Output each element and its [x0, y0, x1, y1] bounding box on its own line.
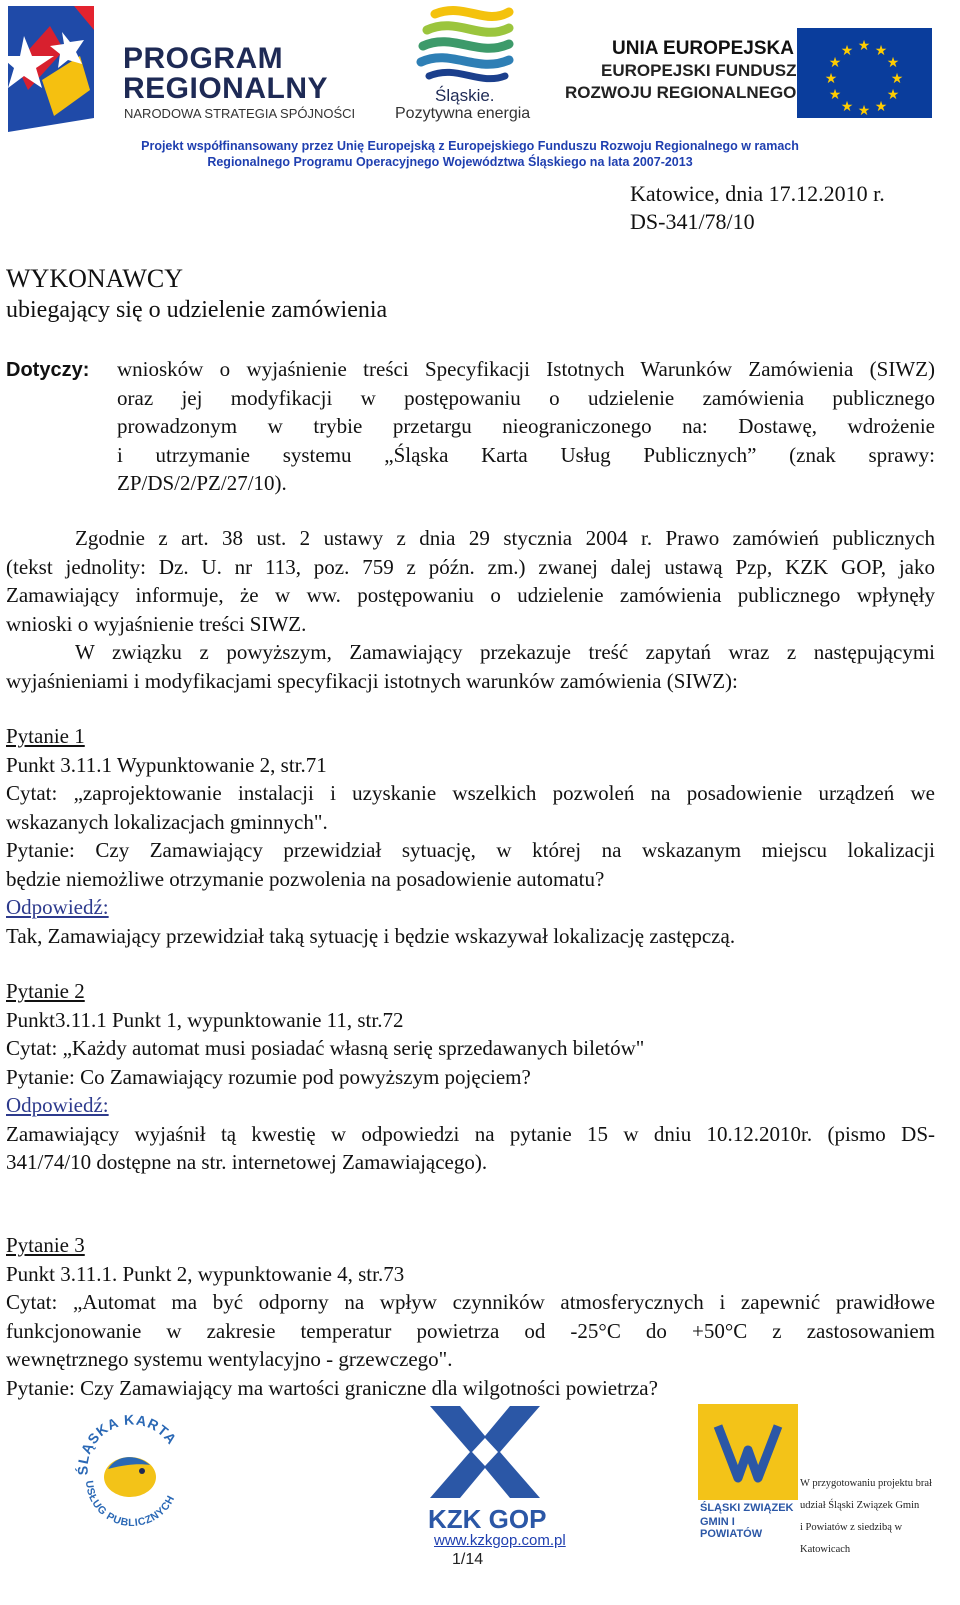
svg-text:★: ★ — [840, 43, 854, 59]
szgp-line1: ŚLĄSKI ZWIĄZEK — [700, 1502, 794, 1514]
kzk-gop-name: KZK GOP — [428, 1504, 547, 1534]
intro-line: Zgodnie z art. 38 ust. 2 ustawy z dnia 29 stycznia 2004 r. Prawo zamówień publicznych — [75, 526, 935, 550]
szgp-note — [800, 1473, 940, 1561]
addressee-line1: WYKONAWCY — [6, 264, 183, 293]
eu-flag-icon — [797, 28, 932, 118]
question-line: Cytat: „zaprojektowanie instalacji i uzyskanie wszelkich pozwoleń na posadowienie urządzeń we — [6, 781, 935, 805]
svg-text:★: ★ — [828, 87, 842, 103]
question-1-heading: Pytanie 1 — [6, 724, 85, 748]
svg-text:★: ★ — [890, 71, 904, 87]
kzk-gop-logo — [420, 1402, 550, 1532]
subject-block — [117, 355, 935, 498]
szgp-note-line: udział Śląski Związek Gmin — [800, 1500, 920, 1511]
question-line: wewnętrznego systemu wentylacyjno - grzewczego". — [6, 1347, 453, 1371]
addressee-line2: ubiegający się o udzielenie zamówienia — [6, 297, 388, 323]
subject-label: Dotyczy: — [6, 359, 90, 381]
reference-number: DS-341/78/10 — [630, 209, 755, 234]
intro-line: wyjaśnieniami i modyfikacjami specyfikacji istotnych warunków zamówienia (SIWZ): — [6, 668, 738, 693]
question-3-heading: Pytanie 3 — [6, 1233, 85, 1257]
place-date: Katowice, dnia 17.12.2010 r. — [630, 181, 885, 206]
slaskie-tagline: Pozytywna energia — [395, 105, 531, 122]
svg-text:★: ★ — [886, 55, 900, 71]
question-line: Cytat: „Automat ma być odporny na wpływ czynników atmosferycznych i zapewnić prawidłowe — [6, 1290, 935, 1314]
kzk-gop-emblem — [420, 1402, 550, 1506]
question-2-heading: Pytanie 2 — [6, 979, 85, 1003]
szgp-emblem — [698, 1404, 798, 1500]
answer-1-label: Odpowiedź: — [6, 895, 109, 919]
eu-logo-line3: ROZWOJU REGIONALNEGO — [565, 83, 797, 102]
eu-logo — [565, 28, 935, 124]
program-logo-line3: NARODOWA STRATEGIA SPÓJNOŚCI — [124, 106, 356, 121]
intro-block — [6, 524, 935, 695]
szgp-line2: GMIN I POWIATÓW — [700, 1516, 763, 1540]
subject-line: ZP/DS/2/PZ/27/10). — [117, 471, 287, 495]
skup-emblem — [66, 1405, 196, 1535]
svg-text:★: ★ — [874, 43, 888, 59]
answer-2-label: Odpowiedź: — [6, 1093, 109, 1117]
cofinance-line1: Projekt współfinansowany przez Unię Europejską z Europejskiego Funduszu Rozwoju Regionalnego w ramach — [141, 139, 799, 153]
program-regionalny-logo — [6, 6, 366, 132]
intro-line: W związku z powyższym, Zamawiający przekazuje treść zapytań wraz z następującymi — [75, 640, 935, 664]
slaskie-waves-icon — [405, 6, 525, 84]
skup-logo — [66, 1405, 196, 1535]
svg-text:★: ★ — [824, 71, 838, 87]
question-line: wskazanych lokalizacjach gminnych". — [6, 809, 328, 834]
szgp-note-line: W przygotowaniu projektu brał — [800, 1478, 932, 1489]
question-line: funkcjonowanie w zakresie temperatur powietrza od -25°C do +50°C z zastosowaniem — [6, 1318, 935, 1343]
skup-top-text: ŚLĄSKA KARTA — [74, 1411, 181, 1476]
intro-line: (tekst jednolity: Dz. U. nr 113, poz. 759 z późn. zm.) zwanej dalej ustawą Pzp, KZK GOP, jako — [6, 554, 935, 579]
question-line: Punkt 3.11.1. Punkt 2, wypunktowanie 4, str.73 — [6, 1261, 405, 1286]
svg-text:★: ★ — [828, 55, 842, 71]
intro-line: Zamawiający informuje, że w ww. postępowaniu o udzielenie zamówienia publicznego wpłynęły — [6, 583, 935, 607]
question-line: Cytat: „Każdy automat musi posiadać własną serię sprzedawanych biletów" — [6, 1036, 645, 1060]
question-line: Punkt3.11.1 Punkt 1, wypunktowanie 11, str.72 — [6, 1007, 404, 1032]
slaskie-logo — [395, 6, 535, 124]
eu-logo-line1: UNIA EUROPEJSKA — [612, 38, 794, 59]
slaskie-name: Śląskie. — [435, 86, 495, 105]
svg-text:★: ★ — [886, 87, 900, 103]
question-line: będzie niemożliwe otrzymanie pozwolenia na posadowienie automatu? — [6, 866, 605, 891]
subject-line: i utrzymanie systemu „Śląska Karta Usług Publicznych” (znak sprawy: — [117, 442, 935, 467]
cofinance-line2: Regionalnego Programu Operacyjnego Województwa Śląskiego na lata 2007-2013 — [207, 155, 693, 169]
program-logo-line2: REGIONALNY — [123, 72, 329, 105]
question-line: Pytanie: Czy Zamawiający ma wartości graniczne dla wilgotności powietrza? — [6, 1375, 658, 1400]
subject-line: oraz jej modyfikacji w postępowaniu o udzielenie zamówienia publicznego — [117, 385, 935, 410]
answer-2-line: Zamawiający wyjaśnił tą kwestię w odpowiedzi na pytanie 15 w dniu 10.12.2010r. (pismo DS- — [6, 1121, 935, 1146]
program-logo-line1: PROGRAM — [123, 42, 284, 75]
answer-1-text: Tak, Zamawiający przewidział taką sytuację i będzie wskazywał lokalizację zastępczą. — [6, 923, 736, 948]
svg-text:★: ★ — [857, 38, 871, 54]
page-number: 1/14 — [452, 1551, 484, 1568]
subject-line: prowadzonym w trybie przetargu nieograniczonego na: Dostawę, wdrożenie — [117, 414, 935, 438]
question-line: Pytanie: Czy Zamawiający przewidział sytuację, w której na wskazanym miejscu lokalizacji — [6, 838, 935, 862]
question-line: Punkt 3.11.1 Wypunktowanie 2, str.71 — [6, 752, 327, 777]
subject-line: wniosków o wyjaśnienie treści Specyfikacji Istotnych Warunków Zamówienia (SIWZ) — [117, 357, 935, 381]
question-3 — [6, 1231, 935, 1402]
svg-text:★: ★ — [857, 103, 871, 118]
question-1 — [6, 722, 935, 950]
eu-logo-line2: EUROPEJSKI FUNDUSZ — [601, 61, 797, 80]
answer-2-line: 341/74/10 dostępne na str. internetowej Zamawiającego). — [6, 1150, 488, 1174]
szgp-logo — [698, 1404, 798, 1540]
program-regionalny-emblem — [6, 6, 118, 132]
szgp-note-line: i Powiatów z siedzibą w Katowicach — [800, 1522, 903, 1555]
svg-text:★: ★ — [874, 99, 888, 115]
website-link[interactable]: www.kzkgop.com.pl — [434, 1532, 566, 1549]
question-line: Pytanie: Co Zamawiający rozumie pod powyższym pojęciem? — [6, 1064, 531, 1089]
question-2 — [6, 977, 935, 1177]
intro-line: wnioski o wyjaśnienie treści SIWZ. — [6, 611, 307, 636]
skup-bottom-text: USŁUG PUBLICZNYCH — [82, 1479, 178, 1530]
svg-text:★: ★ — [840, 99, 854, 115]
